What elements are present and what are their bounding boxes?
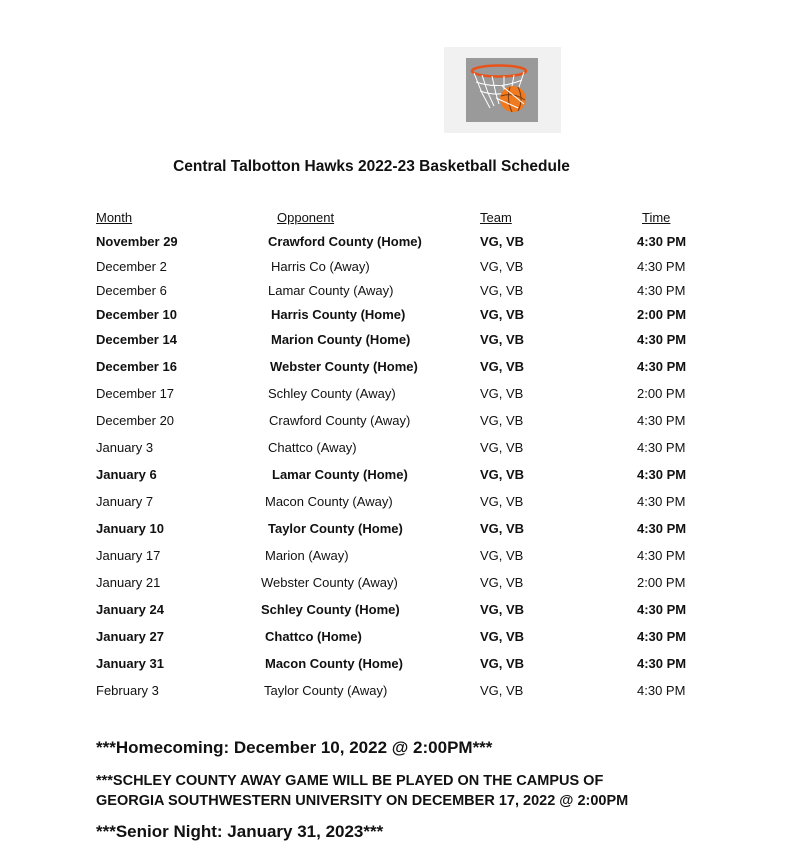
game-team: VG, VB [480,332,525,347]
game-team: VG, VB [480,307,525,322]
game-opponent: Taylor County (Away) [264,683,388,698]
game-opponent: Macon County (Away) [265,494,393,509]
table-row [0,234,800,254]
game-opponent: Harris County (Home) [271,307,406,322]
game-month: December 10 [96,307,177,322]
senior-night-note: ***Senior Night: January 31, 2023*** [96,822,384,841]
game-team: VG, VB [480,283,524,298]
game-time: 4:30 PM [637,467,687,482]
game-team: VG, VB [480,413,524,428]
table-row [0,259,800,279]
game-team: VG, VB [480,234,525,249]
game-opponent: Macon County (Home) [265,656,403,671]
game-team: VG, VB [480,467,525,482]
game-time: 2:00 PM [637,386,686,401]
game-opponent: Chattco (Home) [265,629,362,644]
game-month: January 10 [96,521,164,536]
game-month: January 3 [96,440,154,455]
game-month: December 14 [96,332,177,347]
homecoming-note: ***Homecoming: December 10, 2022 @ 2:00PM*** [96,738,493,757]
table-row [0,440,800,460]
game-opponent: Webster County (Away) [261,575,398,590]
game-team: VG, VB [480,683,524,698]
header-team: Team [480,210,512,225]
game-time: 2:00 PM [637,307,687,322]
game-time: 4:30 PM [637,521,687,536]
game-time: 4:30 PM [637,494,686,509]
game-month: November 29 [96,234,178,249]
schley-note-line-2: GEORGIA SOUTHWESTERN UNIVERSITY ON DECEMBER 17, 2022 @ 2:00PM [96,793,629,809]
game-month: January 24 [96,602,164,617]
table-row [0,548,800,568]
game-month: January 21 [96,575,161,590]
table-row [0,413,800,433]
table-row [0,494,800,514]
game-time: 4:30 PM [637,548,686,563]
game-team: VG, VB [480,259,524,274]
table-row [0,656,800,676]
game-team: VG, VB [480,575,524,590]
header-time: Time [642,210,671,225]
game-month: December 2 [96,259,167,274]
schley-away-note [96,771,628,811]
basketball-logo [444,47,561,133]
game-opponent: Schley County (Home) [261,602,400,617]
game-time: 4:30 PM [637,683,686,698]
game-team: VG, VB [480,548,524,563]
game-time: 4:30 PM [637,440,686,455]
game-team: VG, VB [480,359,525,374]
game-month: January 6 [96,467,157,482]
header-opponent: Opponent [277,210,335,225]
table-row [0,283,800,303]
table-row [0,332,800,352]
game-opponent: Marion (Away) [265,548,349,563]
table-row [0,683,800,703]
game-opponent: Lamar County (Home) [272,467,408,482]
game-opponent: Marion County (Home) [271,332,411,347]
game-time: 4:30 PM [637,413,686,428]
header-month: Month [96,210,133,225]
table-row [0,359,800,379]
game-month: February 3 [96,683,159,698]
schley-note-line-1: ***SCHLEY COUNTY AWAY GAME WILL BE PLAYED ON THE CAMPUS OF [96,773,604,789]
game-month: January 27 [96,629,164,644]
game-month: December 17 [96,386,175,401]
game-time: 4:30 PM [637,602,687,617]
game-month: December 16 [96,359,177,374]
game-time: 4:30 PM [637,332,687,347]
game-opponent: Harris Co (Away) [271,259,370,274]
basketball-hoop-icon [466,58,538,122]
game-team: VG, VB [480,629,525,644]
game-month: December 20 [96,413,175,428]
table-row [0,467,800,487]
game-opponent: Webster County (Home) [270,359,418,374]
game-month: January 7 [96,494,154,509]
game-time: 4:30 PM [637,629,687,644]
game-month: December 6 [96,283,167,298]
game-time: 4:30 PM [637,656,687,671]
game-month: January 17 [96,548,161,563]
game-time: 4:30 PM [637,259,686,274]
game-time: 4:30 PM [637,359,687,374]
table-row [0,575,800,595]
game-time: 2:00 PM [637,575,686,590]
table-row [0,386,800,406]
game-opponent: Chattco (Away) [268,440,357,455]
game-opponent: Crawford County (Away) [269,413,411,428]
page-title: Central Talbotton Hawks 2022-23 Basketball Schedule [173,158,570,175]
game-team: VG, VB [480,440,524,455]
game-team: VG, VB [480,386,524,401]
table-row [0,629,800,649]
game-opponent: Taylor County (Home) [268,521,403,536]
game-opponent: Schley County (Away) [268,386,396,401]
game-team: VG, VB [480,656,525,671]
game-opponent: Crawford County (Home) [268,234,422,249]
game-time: 4:30 PM [637,283,686,298]
table-row [0,307,800,327]
table-row [0,521,800,541]
game-team: VG, VB [480,521,525,536]
game-opponent: Lamar County (Away) [268,283,394,298]
table-row [0,602,800,622]
game-month: January 31 [96,656,164,671]
game-team: VG, VB [480,602,525,617]
game-time: 4:30 PM [637,234,687,249]
game-team: VG, VB [480,494,524,509]
